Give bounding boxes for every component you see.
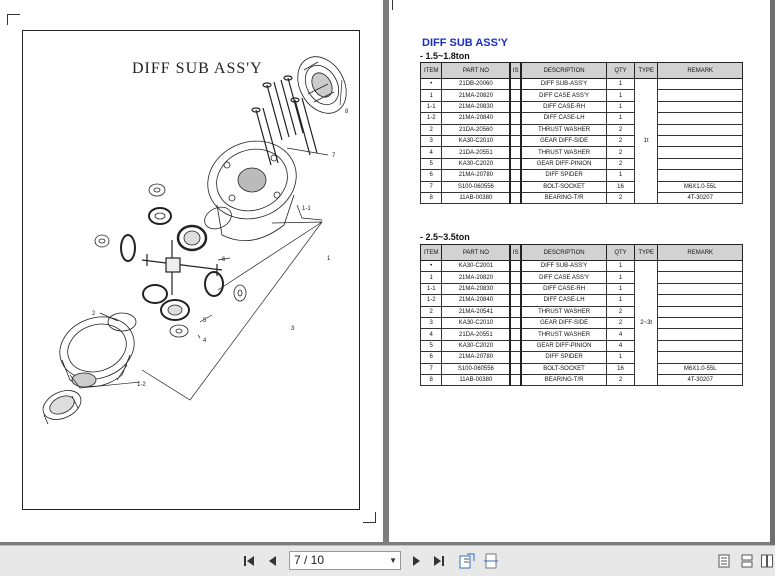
cell-part-no: 21DB-20060	[442, 79, 510, 90]
column-header: REMARK	[658, 63, 743, 79]
cell-item: 1	[421, 90, 442, 101]
column-header: QTY	[607, 63, 635, 79]
fit-width-icon[interactable]	[482, 552, 500, 570]
cell-item: 8	[421, 374, 442, 385]
cell-desc: BEARING-T/R	[521, 374, 607, 385]
cell-qty: 1	[607, 283, 635, 294]
cell-remark	[658, 352, 743, 363]
column-header: IS	[510, 63, 521, 79]
cell-desc: GEAR DIFF-PINION	[521, 158, 607, 169]
cell-remark	[658, 124, 743, 135]
cell-part-no: KA30-C2010	[442, 135, 510, 146]
cell-remark	[658, 340, 743, 351]
cell-is	[510, 135, 521, 146]
cell-is	[510, 170, 521, 181]
cell-qty: 2	[607, 124, 635, 135]
page-indicator: 7 / 10	[294, 553, 325, 567]
prev-page-icon[interactable]	[263, 552, 281, 570]
cell-qty: 2	[607, 374, 635, 385]
cell-item: 2	[421, 306, 442, 317]
table-row	[421, 79, 743, 90]
table-row	[421, 158, 743, 169]
section-title: DIFF SUB ASS'Y	[422, 37, 508, 49]
table-row	[421, 192, 743, 203]
cell-qty: 2	[607, 192, 635, 203]
column-header: DESCRIPTION	[521, 245, 607, 261]
cell-qty: 1	[607, 170, 635, 181]
table-row	[421, 306, 743, 317]
cell-item: 6	[421, 352, 442, 363]
cell-remark	[658, 79, 743, 90]
cell-is	[510, 295, 521, 306]
table-row	[421, 147, 743, 158]
cell-qty: 4	[607, 340, 635, 351]
table-row	[421, 340, 743, 351]
cell-desc: THRUST WASHER	[521, 306, 607, 317]
page-drawing	[0, 0, 383, 542]
cell-remark	[658, 135, 743, 146]
table-row	[421, 295, 743, 306]
table-row	[421, 352, 743, 363]
cell-part-no: 21MA-20830	[442, 101, 510, 112]
cell-qty: 2	[607, 147, 635, 158]
cell-remark	[658, 170, 743, 181]
cell-qty: 1	[607, 90, 635, 101]
cell-item: •	[421, 79, 442, 90]
cell-remark	[658, 317, 743, 328]
cell-desc: GEAR DIFF-SIDE	[521, 135, 607, 146]
diff-case-rh-drawing	[197, 129, 308, 241]
cell-qty: 1	[607, 101, 635, 112]
cell-qty: 1	[607, 272, 635, 283]
cell-remark	[658, 283, 743, 294]
cell-qty: 2	[607, 135, 635, 146]
cell-is	[510, 363, 521, 374]
cell-is	[510, 181, 521, 192]
table-row	[421, 374, 743, 385]
cell-qty: 2	[607, 317, 635, 328]
cell-remark	[658, 158, 743, 169]
cell-is	[510, 113, 521, 124]
cell-part-no: 21MA-20820	[442, 272, 510, 283]
column-header: PART NO	[442, 245, 510, 261]
cell-desc: DIFF SUB-ASS'Y	[521, 79, 607, 90]
bearing-bottom-drawing	[38, 385, 85, 425]
cell-qty: 1	[607, 261, 635, 272]
column-header: REMARK	[658, 245, 743, 261]
callout-6: 6	[222, 257, 226, 263]
cell-desc: DIFF CASE-LH	[521, 113, 607, 124]
table-row	[421, 261, 743, 272]
cell-item: 7	[421, 363, 442, 374]
column-header: ITEM	[421, 63, 442, 79]
cell-item: 1-2	[421, 295, 442, 306]
drawing-title: DIFF SUB ASS'Y	[132, 60, 263, 77]
vertical-scrollbar[interactable]	[770, 0, 775, 545]
table-row	[421, 283, 743, 294]
cell-qty: 4	[607, 329, 635, 340]
continuous-icon[interactable]	[739, 552, 755, 570]
table-row	[421, 317, 743, 328]
cell-qty: 16	[607, 363, 635, 374]
next-page-icon[interactable]	[408, 552, 426, 570]
table-row	[421, 272, 743, 283]
callout-1-2: 1-2	[137, 382, 146, 388]
cell-remark	[658, 295, 743, 306]
table-row	[421, 363, 743, 374]
column-header: TYPE	[634, 63, 658, 79]
cell-remark: M6X1.0-55L	[658, 181, 743, 192]
cell-is	[510, 340, 521, 351]
table-row	[421, 181, 743, 192]
cell-remark	[658, 101, 743, 112]
cell-is	[510, 158, 521, 169]
cell-item: 3	[421, 135, 442, 146]
cell-remark: M6X1.0-55L	[658, 363, 743, 374]
cell-remark	[658, 272, 743, 283]
cell-part-no: KA30-C2001	[442, 261, 510, 272]
cell-item: 6	[421, 170, 442, 181]
callout-3: 3	[291, 326, 295, 332]
crop-mark	[392, 0, 393, 10]
spider-drawing	[142, 240, 222, 295]
cell-qty: 1	[607, 352, 635, 363]
cell-item: 1-1	[421, 101, 442, 112]
cell-part-no: 11AB-00380	[442, 192, 510, 203]
cell-item: 1-1	[421, 283, 442, 294]
cell-part-no: 21MA-20820	[442, 90, 510, 101]
cell-item: 4	[421, 147, 442, 158]
chevron-down-icon[interactable]: ▼	[389, 556, 397, 565]
callout-1-1: 1-1	[302, 206, 311, 212]
cell-desc: BOLT-SOCKET	[521, 181, 607, 192]
cell-desc: GEAR DIFF-SIDE	[521, 317, 607, 328]
cell-qty: 2	[607, 158, 635, 169]
cell-is	[510, 124, 521, 135]
cell-is	[510, 261, 521, 272]
cell-qty: 1	[607, 113, 635, 124]
callout-1: 1	[327, 256, 331, 262]
cell-part-no: 21MA-20840	[442, 295, 510, 306]
cell-desc: DIFF SUB-ASS'Y	[521, 261, 607, 272]
facing-icon[interactable]	[760, 552, 774, 570]
parts-table-2	[420, 244, 743, 386]
callout-8: 8	[345, 109, 349, 115]
cell-qty: 1	[607, 295, 635, 306]
cell-part-no: KA30-C2020	[442, 340, 510, 351]
cell-remark	[658, 113, 743, 124]
cell-remark	[658, 306, 743, 317]
cell-is	[510, 374, 521, 385]
cell-remark	[658, 329, 743, 340]
cell-desc: DIFF CASE-RH	[521, 283, 607, 294]
cell-desc: DIFF SPIDER	[521, 170, 607, 181]
subtitle-1: - 1.5~1.8ton	[420, 51, 470, 61]
crop-mark	[7, 14, 20, 25]
parts-table-1	[420, 62, 743, 204]
cell-remark: 4T-30207	[658, 192, 743, 203]
cell-item: 2	[421, 124, 442, 135]
column-header: ITEM	[421, 245, 442, 261]
cell-part-no: KA30-C2010	[442, 317, 510, 328]
cell-desc: DIFF CASE ASS'Y	[521, 272, 607, 283]
cell-part-no: 21MA-20780	[442, 352, 510, 363]
cell-desc: GEAR DIFF-PINION	[521, 340, 607, 351]
cell-desc: THRUST WASHER	[521, 329, 607, 340]
side-gear-top-drawing	[178, 203, 235, 250]
column-header: DESCRIPTION	[521, 63, 607, 79]
table-row	[421, 135, 743, 146]
cell-desc: BEARING-T/R	[521, 192, 607, 203]
table-row	[421, 90, 743, 101]
cell-item: 7	[421, 181, 442, 192]
cell-desc: BOLT-SOCKET	[521, 363, 607, 374]
cell-desc: DIFF CASE ASS'Y	[521, 90, 607, 101]
cell-remark: 4T-30207	[658, 374, 743, 385]
table-row	[421, 113, 743, 124]
last-page-icon[interactable]	[430, 552, 448, 570]
cell-type: 2~3t	[634, 261, 658, 386]
cell-part-no: S100-060556	[442, 181, 510, 192]
cell-desc: DIFF SPIDER	[521, 352, 607, 363]
cell-is	[510, 317, 521, 328]
cell-is	[510, 306, 521, 317]
cell-item: 5	[421, 340, 442, 351]
cell-qty: 1	[607, 79, 635, 90]
table-row	[421, 101, 743, 112]
cell-part-no: 21DA-20551	[442, 329, 510, 340]
pinion-gears-drawing	[143, 272, 223, 320]
cell-remark	[658, 90, 743, 101]
cell-item: 4	[421, 329, 442, 340]
column-header: IS	[510, 245, 521, 261]
cell-item: 1-2	[421, 113, 442, 124]
cell-is	[510, 283, 521, 294]
cell-remark	[658, 261, 743, 272]
table-row	[421, 329, 743, 340]
cell-part-no: 21MA-20541	[442, 306, 510, 317]
exploded-view-drawing	[22, 30, 358, 508]
first-page-icon[interactable]	[240, 552, 258, 570]
column-header: PART NO	[442, 63, 510, 79]
cell-is	[510, 192, 521, 203]
column-header: QTY	[607, 245, 635, 261]
table-row	[421, 170, 743, 181]
cell-part-no: 21DA-20560	[442, 124, 510, 135]
cell-part-no: 21MA-20830	[442, 283, 510, 294]
cell-desc: DIFF CASE-RH	[521, 101, 607, 112]
cell-is	[510, 272, 521, 283]
subtitle-2: - 2.5~3.5ton	[420, 232, 470, 242]
cell-type: 1t	[634, 79, 658, 204]
cell-desc: THRUST WASHER	[521, 124, 607, 135]
cell-part-no: 21MA-20840	[442, 113, 510, 124]
cell-part-no: 21MA-20780	[442, 170, 510, 181]
callout-2: 2	[92, 311, 96, 317]
cell-part-no: 21DA-20551	[442, 147, 510, 158]
cell-part-no: S100-060556	[442, 363, 510, 374]
cell-item: 5	[421, 158, 442, 169]
viewer-toolbar	[0, 545, 775, 576]
cell-is	[510, 147, 521, 158]
cell-is	[510, 90, 521, 101]
cell-is	[510, 79, 521, 90]
page-number-field[interactable]	[289, 551, 401, 570]
diff-case-lh-drawing	[51, 307, 143, 389]
cell-item: 3	[421, 317, 442, 328]
crop-mark	[363, 512, 376, 523]
cell-is	[510, 101, 521, 112]
cell-desc: DIFF CASE-LH	[521, 295, 607, 306]
cell-desc: THRUST WASHER	[521, 147, 607, 158]
table-row	[421, 124, 743, 135]
callout-4: 4	[203, 338, 207, 344]
fit-page-icon[interactable]	[458, 552, 476, 570]
cell-item: 8	[421, 192, 442, 203]
cell-qty: 2	[607, 306, 635, 317]
cell-qty: 16	[607, 181, 635, 192]
cell-is	[510, 352, 521, 363]
callout-7: 7	[332, 153, 336, 159]
single-page-icon[interactable]	[716, 552, 732, 570]
cell-part-no: 11AB-00380	[442, 374, 510, 385]
cell-item: 1	[421, 272, 442, 283]
column-header: TYPE	[634, 245, 658, 261]
cell-remark	[658, 147, 743, 158]
callout-5: 5	[203, 318, 207, 324]
cell-item: •	[421, 261, 442, 272]
cell-is	[510, 329, 521, 340]
cell-part-no: KA30-C2020	[442, 158, 510, 169]
